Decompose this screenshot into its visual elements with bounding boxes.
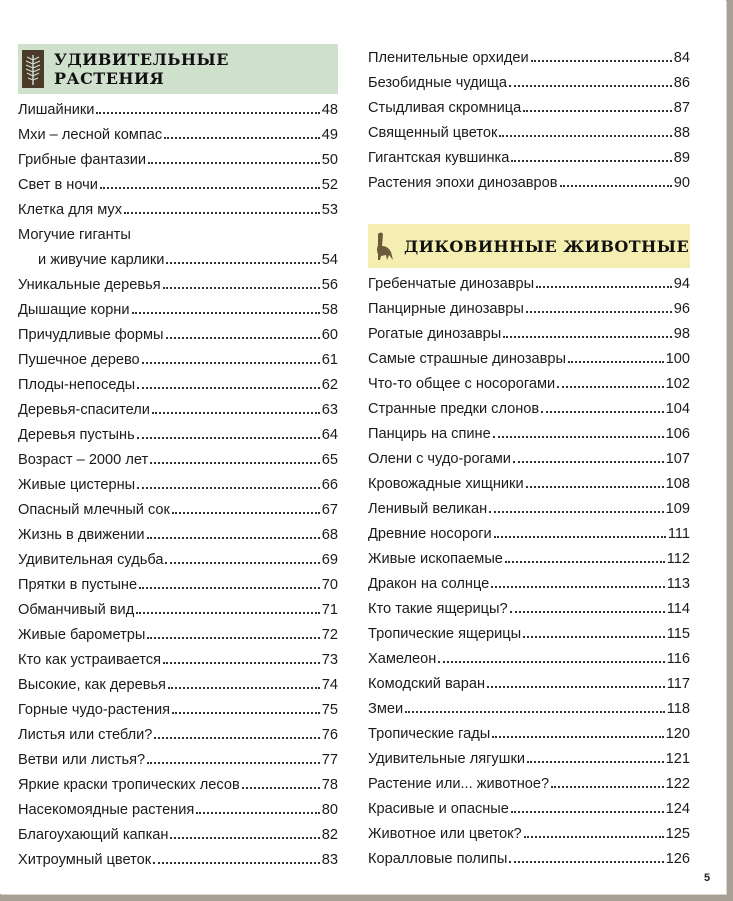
- toc-entry-page: 72: [321, 627, 338, 643]
- toc-entry-page: 100: [665, 351, 690, 367]
- toc-entry-page: 74: [321, 677, 338, 693]
- dot-leader: [150, 462, 320, 464]
- dot-leader: [541, 411, 663, 413]
- toc-entry: [18, 371, 338, 396]
- toc-entry: [18, 621, 338, 646]
- toc-entry-page: 109: [665, 501, 690, 517]
- dot-leader: [499, 135, 671, 137]
- dot-leader: [147, 537, 320, 539]
- toc-entry: [368, 119, 690, 144]
- toc-entry-page: 82: [321, 827, 338, 843]
- toc-entry: [18, 146, 338, 171]
- toc-entry-title: Высокие, как деревья: [18, 677, 166, 693]
- dot-leader: [487, 686, 665, 688]
- animals-toc-list: [368, 270, 690, 870]
- dot-leader: [523, 110, 672, 112]
- dot-leader: [509, 861, 663, 863]
- toc-entry-page: 77: [321, 752, 338, 768]
- toc-entry: [368, 820, 690, 845]
- toc-entry-page: 125: [665, 826, 690, 842]
- right-column: [368, 44, 690, 870]
- toc-entry-title: Кто такие ящерицы?: [368, 601, 508, 617]
- toc-entry-page: 124: [665, 801, 690, 817]
- toc-entry-page: 112: [666, 551, 690, 567]
- plants-section-header: [18, 44, 338, 94]
- toc-entry-page: 75: [321, 702, 338, 718]
- toc-entry-page: 96: [673, 301, 690, 317]
- dot-leader: [170, 837, 319, 839]
- toc-entry: [18, 396, 338, 421]
- toc-entry-page: 71: [321, 602, 338, 618]
- dot-leader: [147, 762, 320, 764]
- toc-entry-page: 111: [667, 526, 690, 542]
- toc-entry-title: Пленительные орхидеи: [368, 50, 529, 66]
- toc-entry-title: Пушечное дерево: [18, 352, 140, 368]
- dot-leader: [491, 586, 664, 588]
- dot-leader: [503, 336, 672, 338]
- toc-entry-title: Стыдливая скромница: [368, 100, 522, 116]
- toc-entry: [18, 646, 338, 671]
- toc-entry: [368, 795, 690, 820]
- dot-leader: [551, 786, 664, 788]
- left-column: [18, 44, 338, 871]
- dot-leader: [511, 811, 664, 813]
- fern-icon: [22, 50, 44, 88]
- toc-entry-title: Листья или стебли?: [18, 727, 153, 743]
- toc-entry-title: Хамелеон: [368, 651, 437, 667]
- dot-leader: [147, 637, 319, 639]
- toc-entry-title: Плоды-непоседы: [18, 377, 136, 393]
- toc-entry-title: Жизнь в движении: [18, 527, 145, 543]
- dot-leader: [531, 60, 672, 62]
- toc-entry: [18, 846, 338, 871]
- toc-entry-title: Тропические гады: [368, 726, 491, 742]
- toc-entry: [18, 346, 338, 371]
- toc-entry-page: 58: [321, 302, 338, 318]
- toc-entry: [18, 446, 338, 471]
- toc-entry: [368, 520, 690, 545]
- toc-entry: [18, 121, 338, 146]
- toc-entry-page: 89: [673, 150, 690, 166]
- toc-entry: [18, 471, 338, 496]
- toc-entry: [368, 420, 690, 445]
- toc-entry-page: 62: [321, 377, 338, 393]
- toc-entry-page: 87: [673, 100, 690, 116]
- toc-entry-title: Живые цистерны: [18, 477, 136, 493]
- dot-leader: [492, 736, 663, 738]
- dot-leader: [137, 487, 320, 489]
- toc-entry-first-line: [18, 221, 338, 246]
- toc-entry-page: 50: [321, 152, 338, 168]
- dot-leader: [166, 337, 320, 339]
- dot-leader: [148, 162, 320, 164]
- toc-entry: [18, 696, 338, 721]
- dot-leader: [166, 262, 319, 264]
- toc-entry-title: Прятки в пустыне: [18, 577, 138, 593]
- toc-entry-title: Самые страшные динозавры: [368, 351, 566, 367]
- toc-entry-page: 67: [321, 502, 338, 518]
- dot-leader: [137, 387, 320, 389]
- toc-entry-title: Деревья пустынь: [18, 427, 135, 443]
- toc-entry-page: 90: [673, 175, 690, 191]
- toc-entry-title: Благоухающий капкан: [18, 827, 169, 843]
- toc-entry: [368, 745, 690, 770]
- page-number: 5: [704, 872, 711, 884]
- toc-entry-title: Мхи – лесной компас: [18, 127, 163, 143]
- toc-entry: [18, 421, 338, 446]
- toc-entry-title: Олени с чудо-рогами: [368, 451, 511, 467]
- dot-leader: [405, 711, 665, 713]
- toc-entry-page: 73: [321, 652, 338, 668]
- toc-entry: [18, 671, 338, 696]
- toc-entry-page: 76: [321, 727, 338, 743]
- toc-entry: [18, 496, 338, 521]
- dot-leader: [136, 612, 320, 614]
- toc-entry-title: Гигантская кувшинка: [368, 150, 510, 166]
- dot-leader: [493, 436, 664, 438]
- dot-leader: [153, 862, 320, 864]
- dot-leader: [152, 412, 320, 414]
- toc-entry: [368, 545, 690, 570]
- toc-entry-title: Ветви или листья?: [18, 752, 146, 768]
- toc-entry-title: Панцирные динозавры: [368, 301, 524, 317]
- toc-entry-title: Животное или цветок?: [368, 826, 522, 842]
- toc-entry: [18, 96, 338, 121]
- toc-entry-page: 126: [665, 851, 690, 867]
- toc-entry-title: Опасный млечный сок: [18, 502, 170, 518]
- dot-leader: [568, 361, 664, 363]
- toc-entry-page: 108: [665, 476, 690, 492]
- dot-leader: [489, 511, 664, 513]
- toc-entry-page: 115: [666, 626, 690, 642]
- toc-entry-page: 70: [321, 577, 338, 593]
- toc-entry: [18, 746, 338, 771]
- toc-entry-title: Живые ископаемые: [368, 551, 503, 567]
- toc-entry-page: 56: [321, 277, 338, 293]
- toc-entry-title: Растения эпохи динозавров: [368, 175, 558, 191]
- toc-entry-page: 86: [673, 75, 690, 91]
- dot-leader: [137, 437, 320, 439]
- toc-entry: [18, 246, 338, 271]
- toc-entry: [368, 270, 690, 295]
- animals-section-title: ДИКОВИННЫЕ ЖИВОТНЫЕ: [404, 236, 690, 256]
- dinosaur-icon: [372, 230, 394, 262]
- toc-entry-page: 80: [321, 802, 338, 818]
- toc-entry-title: Растение или... животное?: [368, 776, 550, 792]
- toc-entry-page: 61: [321, 352, 338, 368]
- toc-entry-title: Тропические ящерицы: [368, 626, 522, 642]
- toc-entry-page: 121: [665, 751, 690, 767]
- toc-entry-page: 98: [673, 326, 690, 342]
- dot-leader: [511, 160, 671, 162]
- toc-entry: [18, 296, 338, 321]
- toc-entry-title: Рогатые динозавры: [368, 326, 502, 342]
- dot-leader: [527, 761, 664, 763]
- toc-entry-title: Деревья-спасители: [18, 402, 150, 418]
- toc-entry-title: Могучие гиганты: [18, 227, 131, 243]
- toc-entry-title: Змеи: [368, 701, 404, 717]
- dot-leader: [196, 812, 319, 814]
- toc-entry: [368, 320, 690, 345]
- dot-leader: [172, 512, 320, 514]
- dot-leader: [168, 687, 320, 689]
- toc-entry: [18, 821, 338, 846]
- toc-entry-page: 68: [321, 527, 338, 543]
- toc-entry: [18, 721, 338, 746]
- dot-leader: [510, 611, 665, 613]
- toc-entry: [368, 595, 690, 620]
- toc-entry-title: Странные предки слонов: [368, 401, 540, 417]
- dot-leader: [132, 312, 320, 314]
- toc-entry-page: 52: [321, 177, 338, 193]
- toc-entry-title: Комодский варан: [368, 676, 485, 692]
- animals-section-header: [368, 224, 690, 268]
- toc-entry: [18, 171, 338, 196]
- toc-entry: [18, 546, 338, 571]
- dot-leader: [536, 286, 672, 288]
- toc-entry: [18, 271, 338, 296]
- toc-entry-title: Живые барометры: [18, 627, 146, 643]
- toc-entry-page: 107: [665, 451, 690, 467]
- dot-leader: [100, 187, 320, 189]
- toc-entry-title: Яркие краски тропических лесов: [18, 777, 240, 793]
- toc-entry-page: 63: [321, 402, 338, 418]
- dot-leader: [165, 562, 319, 564]
- toc-entry: [368, 69, 690, 94]
- toc-entry: [18, 596, 338, 621]
- toc-entry-title: Священный цветок: [368, 125, 498, 141]
- toc-entry-page: 104: [665, 401, 690, 417]
- toc-entry-title: Грибные фантазии: [18, 152, 147, 168]
- dot-leader: [560, 185, 672, 187]
- dot-leader: [142, 362, 320, 364]
- toc-entry-title: Удивительная судьба: [18, 552, 164, 568]
- toc-entry: [368, 295, 690, 320]
- toc-entry: [18, 321, 338, 346]
- toc-entry-page: 53: [321, 202, 338, 218]
- toc-entry: [368, 770, 690, 795]
- dot-leader: [557, 386, 663, 388]
- toc-entry-page: 114: [666, 601, 690, 617]
- toc-entry-title: Гребенчатые динозавры: [368, 276, 535, 292]
- toc-entry-title: Коралловые полипы: [368, 851, 508, 867]
- toc-entry: [18, 521, 338, 546]
- toc-entry-title: Ленивый великан: [368, 501, 488, 517]
- toc-entry-title: Обманчивый вид: [18, 602, 135, 618]
- dot-leader: [509, 85, 672, 87]
- toc-entry: [18, 796, 338, 821]
- toc-entry-title: Причудливые формы: [18, 327, 164, 343]
- toc-entry-title: Что-то общее с носорогами: [368, 376, 556, 392]
- toc-entry-title: Кровожадные хищники: [368, 476, 524, 492]
- toc-entry-page: 54: [321, 252, 338, 268]
- toc-entry-title: Безобидные чудища: [368, 75, 507, 91]
- dot-leader: [513, 461, 664, 463]
- dot-leader: [523, 636, 665, 638]
- dot-leader: [524, 836, 664, 838]
- toc-entry: [18, 571, 338, 596]
- toc-entry: [368, 445, 690, 470]
- toc-entry-page: 120: [665, 726, 690, 742]
- toc-entry: [18, 771, 338, 796]
- toc-entry-title: Панцирь на спине: [368, 426, 491, 442]
- toc-entry-title: и живучие карлики: [38, 252, 165, 268]
- toc-entry-page: 84: [673, 50, 690, 66]
- toc-entry: [368, 570, 690, 595]
- toc-entry-title: Дракон на солнце: [368, 576, 490, 592]
- toc-entry: [368, 670, 690, 695]
- toc-entry-page: 122: [665, 776, 690, 792]
- dot-leader: [163, 287, 320, 289]
- toc-entry-title: Насекомоядные растения: [18, 802, 195, 818]
- toc-entry-page: 66: [321, 477, 338, 493]
- toc-entry-title: Лишайники: [18, 102, 95, 118]
- toc-entry: [368, 695, 690, 720]
- toc-entry-page: 48: [321, 102, 338, 118]
- toc-entry-page: 49: [321, 127, 338, 143]
- toc-entry: [368, 370, 690, 395]
- dot-leader: [505, 561, 665, 563]
- dot-leader: [163, 662, 320, 664]
- toc-entry-title: Хитроумный цветок: [18, 852, 152, 868]
- dot-leader: [124, 212, 320, 214]
- toc-entry-page: 78: [321, 777, 338, 793]
- toc-entry-title: Удивительные лягушки: [368, 751, 525, 767]
- toc-entry-title: Клетка для мух: [18, 202, 122, 218]
- toc-entry-title: Кто как устраивается: [18, 652, 162, 668]
- dot-leader: [526, 311, 672, 313]
- toc-entry: [368, 720, 690, 745]
- dot-leader: [438, 661, 664, 663]
- toc-entry-page: 65: [321, 452, 338, 468]
- toc-entry-title: Уникальные деревья: [18, 277, 161, 293]
- dot-leader: [96, 112, 319, 114]
- toc-entry: [368, 44, 690, 69]
- toc-entry: [368, 470, 690, 495]
- toc-entry: [368, 345, 690, 370]
- toc-entry-page: 88: [673, 125, 690, 141]
- toc-entry-title: Красивые и опасные: [368, 801, 509, 817]
- toc-entry: [18, 196, 338, 221]
- toc-entry: [368, 144, 690, 169]
- toc-entry-page: 118: [666, 701, 690, 717]
- toc-entry-page: 117: [666, 676, 690, 692]
- toc-entry: [368, 495, 690, 520]
- toc-entry-title: Древние носороги: [368, 526, 492, 542]
- plants-toc-list: [18, 96, 338, 871]
- dot-leader: [139, 587, 320, 589]
- toc-entry-page: 94: [673, 276, 690, 292]
- dot-leader: [242, 787, 320, 789]
- plants-section-title: УДИВИТЕЛЬНЫЕ РАСТЕНИЯ: [54, 50, 229, 88]
- dot-leader: [154, 737, 319, 739]
- dot-leader: [494, 536, 666, 538]
- toc-entry-page: 102: [665, 376, 690, 392]
- dot-leader: [526, 486, 664, 488]
- toc-entry-title: Возраст – 2000 лет: [18, 452, 149, 468]
- toc-entry-page: 69: [321, 552, 338, 568]
- toc-entry-page: 113: [666, 576, 690, 592]
- toc-entry-page: 64: [321, 427, 338, 443]
- toc-entry: [368, 645, 690, 670]
- plants-toc-continued: [368, 44, 690, 194]
- toc-entry-title: Дышащие корни: [18, 302, 130, 318]
- toc-entry: [368, 845, 690, 870]
- toc-entry-page: 83: [321, 852, 338, 868]
- toc-entry-title: Горные чудо-растения: [18, 702, 171, 718]
- toc-entry: [368, 620, 690, 645]
- toc-entry-page: 116: [666, 651, 690, 667]
- toc-entry: [368, 169, 690, 194]
- dot-leader: [164, 137, 320, 139]
- toc-entry: [368, 94, 690, 119]
- toc-entry-title: Свет в ночи: [18, 177, 98, 193]
- toc-entry-page: 106: [665, 426, 690, 442]
- dot-leader: [172, 712, 320, 714]
- toc-entry-page: 60: [321, 327, 338, 343]
- toc-entry: [368, 395, 690, 420]
